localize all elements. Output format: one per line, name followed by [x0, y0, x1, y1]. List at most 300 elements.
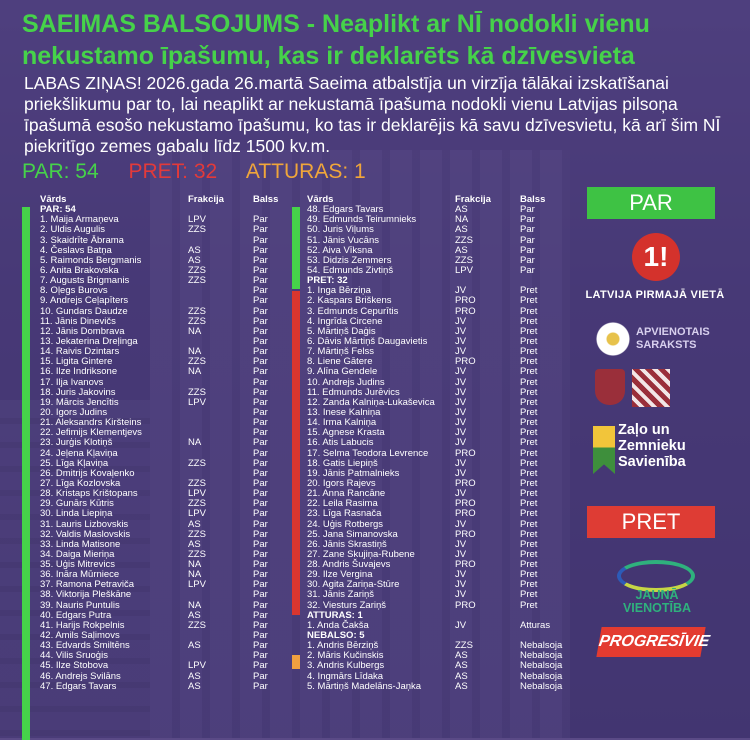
cell-name: 7. Augusts Brigmanis — [40, 275, 130, 287]
cell-vote: Pret — [520, 579, 538, 591]
cell-name: 43. Edvards Smiltēns — [40, 640, 130, 652]
cell-name: 5. Mārtiņš Daģis — [307, 325, 376, 337]
header-vote: Balss — [520, 194, 546, 205]
cell-vote: Par — [253, 630, 268, 642]
cell-name: 37. Ramona Petraviča — [40, 579, 134, 591]
atturas-bar — [292, 655, 300, 669]
cell-name: 11. Edmunds Jurēvics — [307, 386, 400, 398]
cell-faction: JV — [455, 579, 467, 591]
cell-name: 4. Ingrīda Circene — [307, 315, 383, 327]
cell-faction: JV — [455, 518, 467, 530]
cell-vote: Par — [253, 234, 268, 246]
cell-vote: Par — [253, 214, 268, 226]
cell-vote: Pret — [520, 325, 538, 337]
cell-name: 10. Andrejs Judins — [307, 376, 385, 388]
cell-faction: AS — [188, 538, 201, 550]
cell-vote: Par — [253, 508, 268, 520]
cell-vote: Par — [520, 264, 535, 276]
cell-vote: Par — [253, 386, 268, 398]
cell-vote: Par — [253, 589, 268, 601]
cell-vote: Pret — [520, 528, 538, 540]
cell-faction: PRO — [455, 528, 476, 540]
cell-name: 18. Juris Jakovins — [40, 386, 116, 398]
cell-faction: LPV — [188, 396, 206, 408]
cell-name: 3. Skaidrīte Ābrama — [40, 234, 124, 246]
cell-name: 23. Līga Rasnača — [307, 508, 382, 520]
header-name: Vārds — [307, 194, 334, 205]
cell-vote: Par — [253, 376, 268, 388]
cell-vote: Par — [253, 579, 268, 591]
cell-name: 31. Lauris Lizbovskis — [40, 518, 129, 530]
cell-vote: Pret — [520, 488, 538, 500]
table-row — [40, 682, 288, 692]
cell-vote: Par — [253, 224, 268, 236]
cell-faction: JV — [455, 417, 467, 429]
cell-name: 16. Atis Labucis — [307, 437, 374, 449]
cell-name: 38. Viktorija Pleškāne — [40, 589, 132, 601]
cell-faction: AS — [455, 660, 468, 672]
cell-vote: Par — [253, 427, 268, 439]
cell-vote: Pret — [520, 406, 538, 418]
cell-faction: AS — [455, 680, 468, 692]
table-row — [307, 682, 572, 692]
zzs-logo-text: Zaļo un Zemnieku Savienība — [618, 422, 686, 470]
cell-name: 19. Jānis Patmalnieks — [307, 467, 400, 479]
cell-vote: Par — [253, 346, 268, 358]
cell-name: 22. Leila Rasima — [307, 498, 378, 510]
table-row — [307, 509, 572, 519]
table-row — [40, 367, 288, 377]
cell-vote: Par — [520, 234, 535, 246]
cell-name: 50. Juris Viļums — [307, 224, 374, 236]
cell-name: 24. Uģis Rotbergs — [307, 518, 384, 530]
na-pattern-icon — [632, 369, 670, 407]
cell-faction: JV — [455, 346, 467, 358]
cell-vote: Pret — [520, 559, 538, 571]
cell-faction: NA — [188, 599, 202, 611]
cell-faction: ZZS — [455, 254, 473, 266]
cell-name: 47. Edgars Tavars — [40, 680, 117, 692]
cell-vote: Par — [253, 619, 268, 631]
cell-name: 22. Jefimijs Klementjevs — [40, 427, 142, 439]
cell-vote: Par — [253, 264, 268, 276]
cell-name: 9. Andrejs Ceļapīters — [40, 295, 129, 307]
cell-name: 3. Edmunds Cepurītis — [307, 305, 399, 317]
cell-vote: Pret — [520, 335, 538, 347]
cell-name: 31. Jānis Zariņš — [307, 589, 375, 601]
cell-vote: Par — [253, 325, 268, 337]
cell-vote: Par — [253, 498, 268, 510]
cell-name: 5. Raimonds Bergmanis — [40, 254, 142, 266]
cell-faction: JV — [455, 437, 467, 449]
cell-faction: ZZS — [188, 457, 206, 469]
cell-name: 20. Igors Rajevs — [307, 477, 376, 489]
cell-name: 27. Līga Kozlovska — [40, 477, 121, 489]
cell-vote: Pret — [520, 285, 538, 297]
cell-vote: Par — [253, 680, 268, 692]
cell-vote: Par — [520, 204, 535, 216]
cell-faction: JV — [455, 285, 467, 297]
cell-name: 54. Edmunds Zivtiņš — [307, 264, 394, 276]
cell-faction: PRO — [455, 295, 476, 307]
intro-paragraph: LABAS ZIŅAS! 2026.gada 26.martā Saeima atbalstīja un virzīja tālākai izskatīšanai priekšlikumu par to, lai neaplikt ar nekustamā īpašuma nodokli vienu Latvijas pilsoņa īpašumā esošo nekustamo īpašumu, ko tas ir deklarējis kā savu dzīvesvietu, kā arī šim NĪ piekritīgo zemes gabalu līdz 1500 kv.m. — [24, 73, 721, 156]
cell-faction: JV — [455, 538, 467, 550]
cell-faction: LPV — [188, 214, 206, 226]
table-row — [40, 438, 288, 448]
cell-vote: Par — [253, 275, 268, 287]
cell-vote: Pret — [520, 599, 538, 611]
cell-faction: ZZS — [455, 234, 473, 246]
headline: SAEIMAS BALSOJUMS - Neaplikt ar NĪ nodokli vienu nekustamo īpašumu, kas ir deklarēts kā dzīvesvieta — [22, 10, 650, 70]
cell-faction: JV — [455, 467, 467, 479]
cell-faction: JV — [455, 406, 467, 418]
cell-name: PAR: 54 — [40, 204, 76, 216]
cell-faction: JV — [455, 335, 467, 347]
cell-vote: Nebalsoja — [520, 640, 563, 652]
cell-name: 33. Linda Matisone — [40, 538, 121, 550]
cell-name: 17. Ilja Ivanovs — [40, 376, 104, 388]
cell-vote: Pret — [520, 346, 538, 358]
cell-faction: ZZS — [188, 528, 206, 540]
cell-faction: JV — [455, 619, 467, 631]
cell-name: 4. Česlavs Batņa — [40, 244, 112, 256]
cell-faction: LPV — [188, 488, 206, 500]
cell-name: 1. Anda Čakša — [307, 619, 369, 631]
cell-name: 42. Amils Saļimovs — [40, 630, 120, 642]
cell-vote: Pret — [520, 386, 538, 398]
cell-name: 34. Daiga Mieriņa — [40, 548, 115, 560]
header-name: Vārds — [40, 194, 67, 205]
cell-name: 8. Oļegs Burovs — [40, 285, 108, 297]
cell-vote: Par — [253, 366, 268, 378]
cell-name: 35. Uģis Mitrevics — [40, 559, 115, 571]
cell-vote: Par — [253, 305, 268, 317]
cell-name: 11. Jānis Dinevičs — [40, 315, 116, 327]
cell-faction: NA — [188, 366, 202, 378]
cell-name: 24. Jeļena Kļaviņa — [40, 447, 118, 459]
cell-faction: NA — [188, 437, 202, 449]
cell-vote: Pret — [520, 548, 538, 560]
cell-name: 10. Gundars Daudze — [40, 305, 128, 317]
cell-faction: AS — [455, 204, 468, 216]
cell-vote: Pret — [520, 518, 538, 530]
cell-vote: Par — [253, 335, 268, 347]
legend-pret: PRET — [587, 506, 715, 538]
cell-name: 1. Maija Armaņeva — [40, 214, 119, 226]
cell-vote: Par — [253, 457, 268, 469]
cell-faction: PRO — [455, 305, 476, 317]
cell-name: 26. Dmitrijs Kovaļenko — [40, 467, 135, 479]
cell-name: 15. Agnese Krasta — [307, 427, 385, 439]
header-vote: Balss — [253, 194, 279, 205]
cell-vote: Par — [520, 224, 535, 236]
cell-faction: LPV — [188, 660, 206, 672]
cell-faction: PRO — [455, 559, 476, 571]
cell-name: 36. Ināra Mūrniece — [40, 569, 120, 581]
cell-name: 30. Linda Liepiņa — [40, 508, 113, 520]
cell-faction: ZZS — [188, 477, 206, 489]
cell-faction: ZZS — [188, 386, 206, 398]
cell-faction: PRO — [455, 498, 476, 510]
par-bar-right — [292, 207, 300, 289]
na-shield-icon — [595, 369, 625, 405]
cell-faction: AS — [188, 680, 201, 692]
cell-vote: Pret — [520, 366, 538, 378]
cell-name: 46. Andrejs Svilāns — [40, 670, 121, 682]
cell-vote: Pret — [520, 396, 538, 408]
cell-vote: Par — [253, 437, 268, 449]
cell-faction: JV — [455, 325, 467, 337]
cell-vote: Pret — [520, 457, 538, 469]
cell-faction: PRO — [455, 447, 476, 459]
cell-faction: AS — [188, 518, 201, 530]
cell-name: 32. Viesturs Zariņš — [307, 599, 387, 611]
cell-vote: Par — [520, 214, 535, 226]
cell-faction: ZZS — [188, 264, 206, 276]
cell-name: 40. Edgars Putra — [40, 609, 112, 621]
cell-vote: Nebalsoja — [520, 660, 563, 672]
cell-name: 16. Ilze Indriksone — [40, 366, 118, 378]
table-row — [307, 438, 572, 448]
cell-faction: PRO — [455, 599, 476, 611]
cell-vote: Par — [253, 295, 268, 307]
cell-faction: NA — [188, 559, 202, 571]
cell-vote: Pret — [520, 477, 538, 489]
cell-name: 15. Ligita Gintere — [40, 356, 113, 368]
cell-name: 12. Zanda Kalniņa-Lukaševica — [307, 396, 435, 408]
cell-vote: Nebalsoja — [520, 670, 563, 682]
cell-faction: AS — [188, 670, 201, 682]
cell-faction: JV — [455, 386, 467, 398]
cell-faction: AS — [455, 670, 468, 682]
cell-faction: NA — [188, 325, 202, 337]
cell-name: 2. Māris Kučinskis — [307, 650, 384, 662]
cell-faction: NA — [455, 214, 469, 226]
cell-name: 7. Mārtiņš Felss — [307, 346, 375, 358]
vote-table — [0, 195, 580, 740]
tally-atturas: ATTURAS: 1 — [245, 160, 366, 183]
cell-name: 6. Anita Brakovska — [40, 264, 119, 276]
cell-vote: Pret — [520, 315, 538, 327]
cell-name: 44. Vilis Sruoģis — [40, 650, 108, 662]
cell-vote: Nebalsoja — [520, 650, 563, 662]
cell-name: 30. Agita Zariņa-Stūre — [307, 579, 400, 591]
cell-name: 20. Igors Judins — [40, 406, 108, 418]
pret-bar — [292, 291, 300, 615]
cell-faction: JV — [455, 376, 467, 388]
cell-vote: Par — [253, 559, 268, 571]
cell-name: 4. Ingmārs Līdaka — [307, 670, 384, 682]
cell-vote: Par — [253, 599, 268, 611]
cell-name: 23. Jurģis Klotiņš — [40, 437, 113, 449]
cell-faction: AS — [455, 244, 468, 256]
cell-faction: PRO — [455, 356, 476, 368]
cell-faction: JV — [455, 457, 467, 469]
cell-name: 3. Andris Kulbergs — [307, 660, 385, 672]
cell-name: 53. Didzis Zemmers — [307, 254, 392, 266]
cell-vote: Par — [253, 609, 268, 621]
cell-faction: JV — [455, 396, 467, 408]
cell-vote: Par — [253, 640, 268, 652]
cell-name: 39. Nauris Puntulis — [40, 599, 120, 611]
cell-name: 17. Selma Teodora Levrence — [307, 447, 429, 459]
cell-faction: AS — [455, 224, 468, 236]
cell-vote: Par — [253, 477, 268, 489]
cell-faction: ZZS — [188, 619, 206, 631]
cell-name: 51. Jānis Vucāns — [307, 234, 379, 246]
cell-vote: Par — [253, 548, 268, 560]
cell-name: 21. Aleksandrs Kiršteins — [40, 417, 142, 429]
cell-vote: Pret — [520, 569, 538, 581]
tally-par: PAR: 54 — [22, 160, 99, 183]
cell-faction: PRO — [455, 477, 476, 489]
cell-vote: Pret — [520, 437, 538, 449]
cell-name: 1. Andris Bērziņš — [307, 640, 379, 652]
cell-vote: Pret — [520, 447, 538, 459]
cell-vote: Par — [253, 650, 268, 662]
lpv-logo-icon: 1! — [632, 233, 680, 281]
cell-vote: Par — [520, 254, 535, 266]
cell-faction: AS — [188, 254, 201, 266]
cell-name: 52. Aiva Vīksna — [307, 244, 373, 256]
vote-tally — [22, 160, 390, 184]
cell-name: 12. Jānis Dombrava — [40, 325, 125, 337]
cell-faction: ZZS — [188, 275, 206, 287]
cell-vote: Par — [253, 528, 268, 540]
cell-name: 26. Jānis Skrastiņš — [307, 538, 387, 550]
as-logo-text: APVIENOTAIS SARAKSTS — [636, 326, 710, 351]
cell-faction: LPV — [455, 264, 473, 276]
cell-vote: Par — [520, 244, 535, 256]
cell-faction: ZZS — [188, 498, 206, 510]
cell-faction: ZZS — [188, 356, 206, 368]
cell-faction: JV — [455, 366, 467, 378]
cell-faction: AS — [188, 244, 201, 256]
cell-faction: LPV — [188, 508, 206, 520]
jv-logo-text: JAUNĀ VIENOTĪBA — [622, 588, 692, 615]
cell-vote: Pret — [520, 589, 538, 601]
cell-vote: Pret — [520, 427, 538, 439]
cell-vote: Pret — [520, 295, 538, 307]
cell-name: 9. Alīna Gendele — [307, 366, 378, 378]
cell-name: PRET: 32 — [307, 275, 348, 287]
table-row — [40, 509, 288, 519]
cell-vote: Pret — [520, 508, 538, 520]
cell-faction: JV — [455, 427, 467, 439]
cell-faction: ZZS — [455, 640, 473, 652]
cell-name: 14. Irma Kalniņa — [307, 417, 377, 429]
cell-vote: Atturas — [520, 619, 551, 631]
cell-faction: JV — [455, 488, 467, 500]
cell-faction: LPV — [188, 579, 206, 591]
cell-name: 25. Jana Simanovska — [307, 528, 398, 540]
cell-vote: Pret — [520, 498, 538, 510]
cell-name: 48. Edgars Tavars — [307, 204, 384, 216]
cell-vote: Par — [253, 488, 268, 500]
left-column — [40, 195, 288, 692]
cell-name: NEBALSO: 5 — [307, 630, 365, 642]
cell-name: 6. Dāvis Mārtiņš Daugavietis — [307, 335, 428, 347]
cell-vote: Pret — [520, 417, 538, 429]
right-column — [307, 195, 572, 692]
cell-name: 19. Mārcis Jencītis — [40, 396, 119, 408]
cell-faction: AS — [455, 650, 468, 662]
cell-faction: ZZS — [188, 305, 206, 317]
cell-faction: JV — [455, 589, 467, 601]
cell-vote: Par — [253, 670, 268, 682]
cell-name: 49. Edmunds Teirumnieks — [307, 214, 417, 226]
cell-vote: Pret — [520, 305, 538, 317]
cell-faction: JV — [455, 315, 467, 327]
legend-par: PAR — [587, 187, 715, 219]
cell-name: 1. Inga Bērziņa — [307, 285, 371, 297]
cell-vote: Pret — [520, 376, 538, 388]
cell-name: 14. Raivis Dzintars — [40, 346, 120, 358]
cell-faction: JV — [455, 569, 467, 581]
cell-faction: ZZS — [188, 548, 206, 560]
cell-name: 5. Mārtiņš Madelāns-Jaņka — [307, 680, 422, 692]
header-faction: Frakcija — [455, 194, 491, 205]
cell-faction: JV — [455, 548, 467, 560]
cell-name: 8. Liene Gātere — [307, 356, 373, 368]
cell-vote: Par — [253, 406, 268, 418]
cell-name: 41. Harijs Rokpelnis — [40, 619, 125, 631]
cell-faction: NA — [188, 569, 202, 581]
cell-name: 28. Andris Šuvajevs — [307, 559, 391, 571]
cell-vote: Par — [253, 417, 268, 429]
cell-name: 45. Ilze Stobova — [40, 660, 109, 672]
cell-vote: Par — [253, 518, 268, 530]
cell-name: 18. Gatis Liepiņš — [307, 457, 378, 469]
cell-name: 28. Kristaps Krištopans — [40, 488, 138, 500]
cell-vote: Par — [253, 569, 268, 581]
cell-faction: NA — [188, 346, 202, 358]
par-bar-left — [22, 207, 30, 740]
cell-faction: ZZS — [188, 315, 206, 327]
cell-name: 32. Valdis Maslovskis — [40, 528, 131, 540]
as-flower-icon — [596, 322, 630, 356]
cell-name: 2. Uldis Augulis — [40, 224, 105, 236]
cell-faction: AS — [188, 609, 201, 621]
cell-vote: Par — [253, 396, 268, 408]
cell-name: ATTURAS: 1 — [307, 609, 363, 621]
table-row — [307, 367, 572, 377]
cell-vote: Par — [253, 660, 268, 672]
cell-vote: Nebalsoja — [520, 680, 563, 692]
cell-name: 13. Jekaterina Dreļinga — [40, 335, 138, 347]
cell-faction: PRO — [455, 508, 476, 520]
cell-name: 27. Zane Skujiņa-Rubene — [307, 548, 415, 560]
progresivie-logo: PROGRESĪVIE — [596, 627, 705, 657]
cell-faction: AS — [188, 640, 201, 652]
cell-vote: Par — [253, 356, 268, 368]
cell-vote: Pret — [520, 538, 538, 550]
cell-name: 21. Anna Rancāne — [307, 488, 386, 500]
cell-name: 29. Ilze Vergina — [307, 569, 373, 581]
cell-vote: Par — [253, 538, 268, 550]
table-header — [40, 195, 288, 205]
cell-vote: Par — [253, 254, 268, 266]
tally-pret: PRET: 32 — [128, 160, 218, 183]
cell-name: 2. Kaspars Briškens — [307, 295, 392, 307]
cell-vote: Par — [253, 447, 268, 459]
cell-vote: Par — [253, 467, 268, 479]
cell-vote: Par — [253, 285, 268, 297]
cell-name: 13. Inese Kalniņa — [307, 406, 381, 418]
cell-faction: ZZS — [188, 224, 206, 236]
cell-vote: Pret — [520, 356, 538, 368]
cell-vote: Par — [253, 315, 268, 327]
